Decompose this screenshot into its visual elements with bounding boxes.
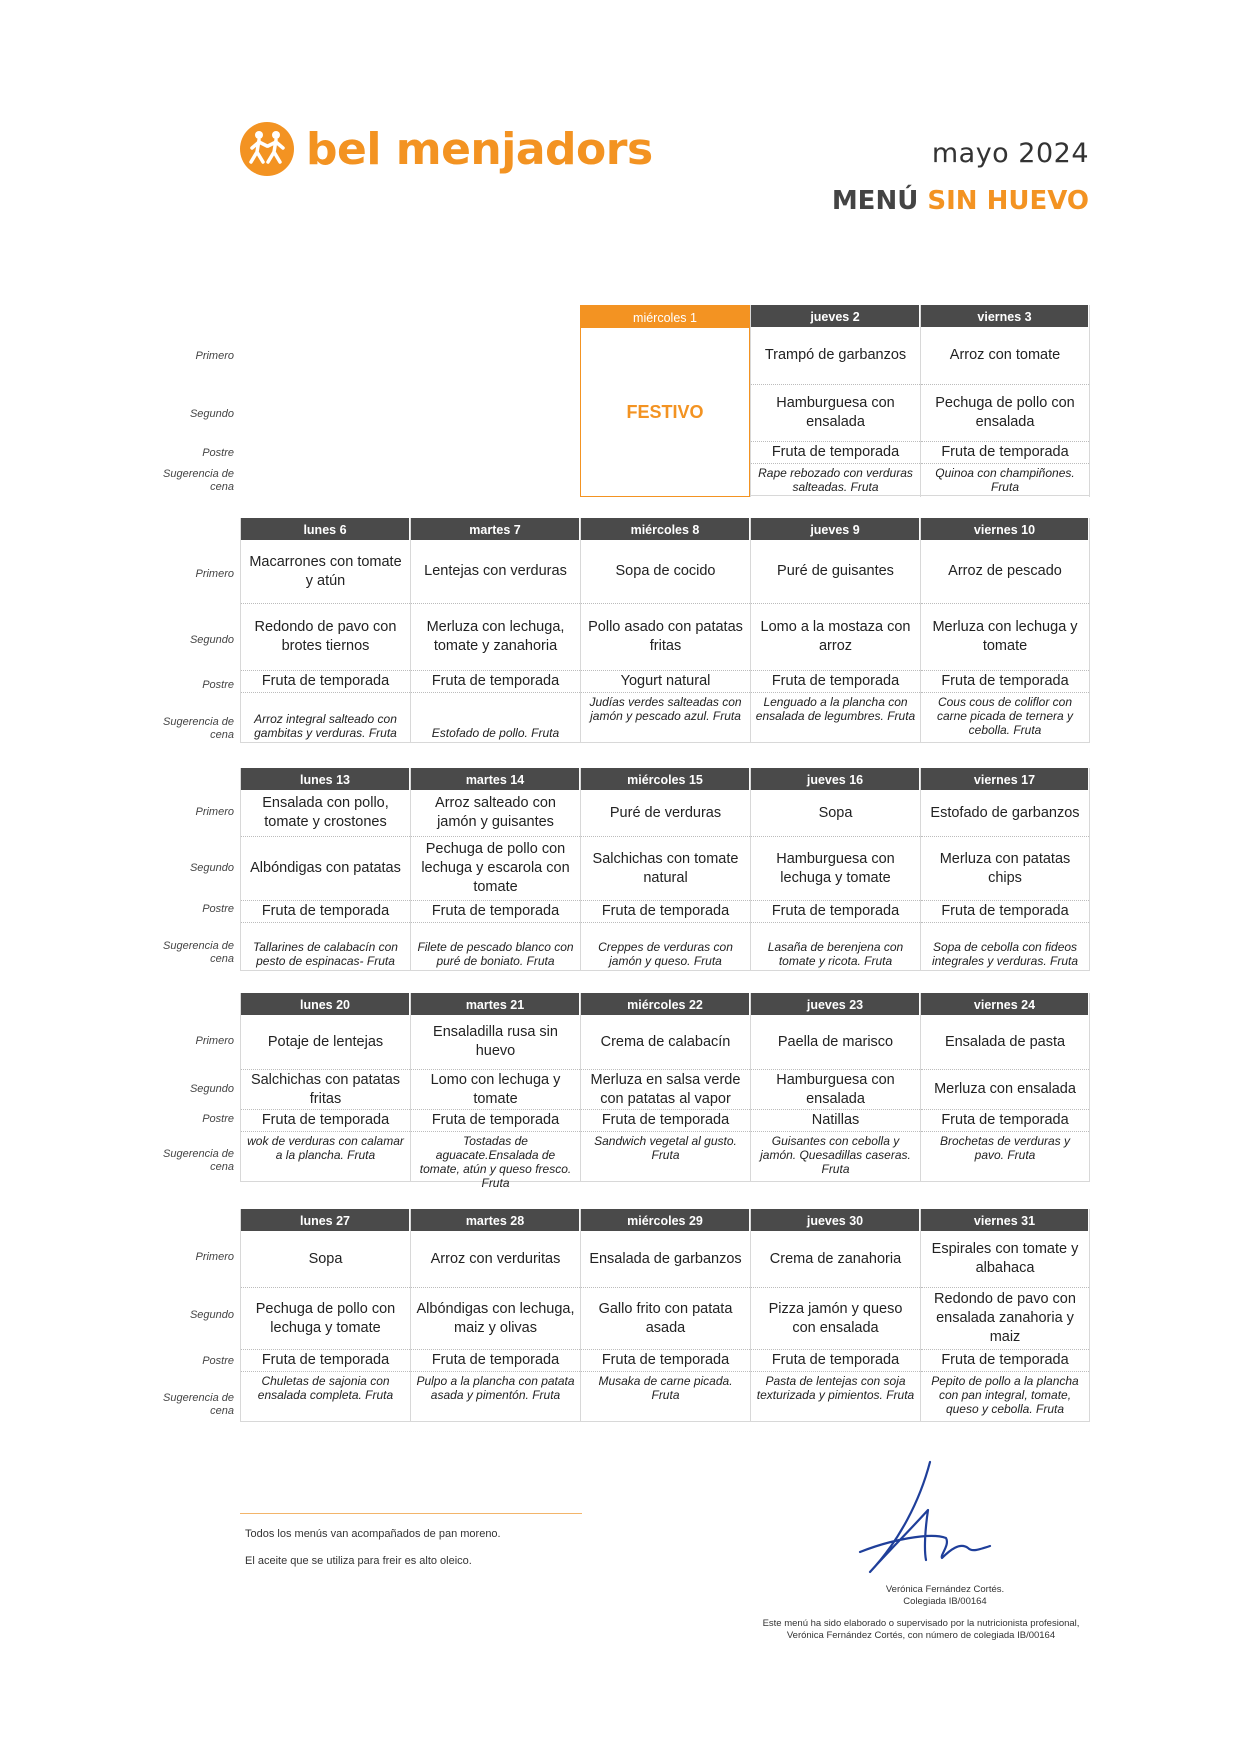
primero-cell: Arroz de pescado bbox=[921, 540, 1089, 604]
day-header: lunes 27 bbox=[241, 1209, 410, 1231]
segundo-cell: Merluza en salsa verde con patatas al vapor bbox=[581, 1070, 750, 1110]
primero-cell: Sopa de cocido bbox=[581, 540, 750, 604]
day-column bbox=[920, 518, 1090, 743]
disclaimer-line-1: Este menú ha sido elaborado o supervisado por la nutricionista profesional, bbox=[762, 1618, 1080, 1629]
label-primero: Primero bbox=[195, 568, 234, 580]
postre-cell: Fruta de temporada bbox=[751, 1350, 920, 1372]
cena-cell: Guisantes con cebolla y jamón. Quesadillas caseras. Fruta bbox=[751, 1132, 920, 1182]
primero-cell: Puré de guisantes bbox=[751, 540, 920, 604]
day-column bbox=[750, 1209, 920, 1422]
postre-cell: Yogurt natural bbox=[581, 671, 750, 693]
postre-cell: Fruta de temporada bbox=[411, 1110, 580, 1132]
segundo-cell: Gallo frito con patata asada bbox=[581, 1288, 750, 1350]
postre-cell: Fruta de temporada bbox=[241, 1110, 410, 1132]
label-segundo: Segundo bbox=[189, 862, 234, 874]
day-column bbox=[240, 1209, 410, 1422]
segundo-cell: Albóndigas con lechuga, maiz y olivas bbox=[411, 1288, 580, 1350]
day-header: martes 28 bbox=[411, 1209, 580, 1231]
primero-cell: Sopa bbox=[751, 790, 920, 837]
primero-cell: Ensalada de garbanzos bbox=[581, 1231, 750, 1288]
day-header: jueves 16 bbox=[751, 768, 920, 790]
menu-prefix: MENÚ bbox=[831, 186, 928, 216]
primero-cell: Estofado de garbanzos bbox=[921, 790, 1089, 837]
day-column bbox=[580, 993, 750, 1182]
primero-cell: Ensalada de pasta bbox=[921, 1015, 1089, 1070]
cena-cell: Chuletas de sajonia con ensalada completa. Fruta bbox=[241, 1372, 410, 1422]
day-header: viernes 24 bbox=[921, 993, 1089, 1015]
day-header: miércoles 29 bbox=[581, 1209, 750, 1231]
segundo-cell: Merluza con ensalada bbox=[921, 1070, 1089, 1110]
cena-cell: Quinoa con champiñones. Fruta bbox=[921, 464, 1089, 496]
footer-note-bread: Todos los menús van acompañados de pan moreno. bbox=[245, 1528, 501, 1540]
primero-cell: Arroz salteado con jamón y guisantes bbox=[411, 790, 580, 837]
postre-cell: Fruta de temporada bbox=[411, 1350, 580, 1372]
segundo-cell: Pechuga de pollo con ensalada bbox=[921, 385, 1089, 442]
cena-cell: Sandwich vegetal al gusto. Fruta bbox=[581, 1132, 750, 1182]
label-sugerencia: Sugerencia de cena bbox=[163, 716, 234, 741]
day-column bbox=[240, 768, 410, 971]
day-header: jueves 2 bbox=[751, 305, 920, 327]
cena-cell: Brochetas de verduras y pavo. Fruta bbox=[921, 1132, 1089, 1182]
day-column bbox=[920, 1209, 1090, 1422]
postre-cell: Fruta de temporada bbox=[751, 901, 920, 923]
primero-cell: Ensaladilla rusa sin huevo bbox=[411, 1015, 580, 1070]
brand-logo bbox=[240, 122, 653, 176]
segundo-cell: Albóndigas con patatas bbox=[241, 837, 410, 901]
day-column bbox=[410, 768, 580, 971]
postre-cell: Fruta de temporada bbox=[921, 901, 1089, 923]
day-column-festivo bbox=[580, 305, 750, 497]
week-4 bbox=[163, 993, 1090, 1190]
primero-cell: Sopa bbox=[241, 1231, 410, 1288]
label-sugerencia: Sugerencia de cena bbox=[163, 468, 234, 493]
postre-cell: Fruta de temporada bbox=[751, 671, 920, 693]
cena-cell: Pulpo a la plancha con patata asada y pimentón. Fruta bbox=[411, 1372, 580, 1422]
postre-cell: Fruta de temporada bbox=[581, 1110, 750, 1132]
day-header: lunes 6 bbox=[241, 518, 410, 540]
signature-name: Verónica Fernández Cortés. bbox=[885, 1584, 1005, 1595]
label-postre: Postre bbox=[202, 447, 234, 459]
cena-cell: Pepito de pollo a la plancha con pan integral, tomate, queso y cebolla. Fruta bbox=[921, 1372, 1089, 1422]
week-2 bbox=[163, 518, 1090, 743]
day-header: jueves 23 bbox=[751, 993, 920, 1015]
cena-cell: Lenguado a la plancha con ensalada de legumbres. Fruta bbox=[751, 693, 920, 743]
postre-cell: Fruta de temporada bbox=[921, 671, 1089, 693]
label-segundo: Segundo bbox=[189, 1309, 234, 1321]
label-sugerencia: Sugerencia de cena bbox=[163, 1148, 234, 1173]
day-column bbox=[920, 993, 1090, 1182]
postre-cell: Fruta de temporada bbox=[921, 1110, 1089, 1132]
footer-divider bbox=[240, 1513, 582, 1514]
day-header: jueves 9 bbox=[751, 518, 920, 540]
cena-cell: Cous cous de coliflor con carne picada de ternera y cebolla. Fruta bbox=[921, 693, 1089, 743]
day-column bbox=[580, 768, 750, 971]
day-column bbox=[410, 993, 580, 1190]
segundo-cell: Lomo a la mostaza con arroz bbox=[751, 604, 920, 671]
postre-cell: Fruta de temporada bbox=[581, 1350, 750, 1372]
cena-cell: Creppes de verduras con jamón y queso. Fruta bbox=[581, 923, 750, 971]
day-header: martes 14 bbox=[411, 768, 580, 790]
primero-cell: Crema de calabacín bbox=[581, 1015, 750, 1070]
label-primero: Primero bbox=[195, 1035, 234, 1047]
segundo-cell: Redondo de pavo con ensalada zanahoria y maiz bbox=[921, 1288, 1089, 1350]
segundo-cell: Merluza con lechuga, tomate y zanahoria bbox=[411, 604, 580, 671]
day-header: lunes 13 bbox=[241, 768, 410, 790]
segundo-cell: Pechuga de pollo con lechuga y tomate bbox=[241, 1288, 410, 1350]
segundo-cell: Lomo con lechuga y tomate bbox=[411, 1070, 580, 1110]
label-primero: Primero bbox=[195, 1251, 234, 1263]
primero-cell: Espirales con tomate y albahaca bbox=[921, 1231, 1089, 1288]
footer-note-oil: El aceite que se utiliza para freir es alto oleico. bbox=[245, 1555, 472, 1567]
cena-cell: Musaka de carne picada. Fruta bbox=[581, 1372, 750, 1422]
day-header: viernes 3 bbox=[921, 305, 1089, 327]
day-header: martes 7 bbox=[411, 518, 580, 540]
label-primero: Primero bbox=[195, 806, 234, 818]
primero-cell: Ensalada con pollo, tomate y crostones bbox=[241, 790, 410, 837]
disclaimer-line-2: Verónica Fernández Cortés, con número de colegiada IB/00164 bbox=[786, 1630, 1056, 1641]
label-postre: Postre bbox=[202, 1113, 234, 1125]
week-3 bbox=[163, 768, 1090, 971]
postre-cell: Fruta de temporada bbox=[411, 671, 580, 693]
day-column bbox=[750, 305, 920, 497]
day-column bbox=[240, 993, 410, 1182]
day-column bbox=[750, 993, 920, 1182]
cena-cell: Judías verdes salteadas con jamón y pescado azul. Fruta bbox=[581, 693, 750, 743]
day-column bbox=[580, 1209, 750, 1422]
label-sugerencia: Sugerencia de cena bbox=[163, 940, 234, 965]
cena-cell: Sopa de cebolla con fideos integrales y verduras. Fruta bbox=[921, 923, 1089, 971]
postre-cell: Fruta de temporada bbox=[921, 442, 1089, 464]
segundo-cell: Pizza jamón y queso con ensalada bbox=[751, 1288, 920, 1350]
primero-cell: Trampó de garbanzos bbox=[751, 327, 920, 385]
cena-cell: Tallarines de calabacín con pesto de espinacas- Fruta bbox=[241, 923, 410, 971]
day-header: viernes 17 bbox=[921, 768, 1089, 790]
postre-cell: Fruta de temporada bbox=[241, 901, 410, 923]
day-column bbox=[240, 518, 410, 743]
day-header: viernes 10 bbox=[921, 518, 1089, 540]
menu-type: SIN HUEVO bbox=[927, 186, 1089, 216]
day-header: martes 21 bbox=[411, 993, 580, 1015]
postre-cell: Fruta de temporada bbox=[581, 901, 750, 923]
day-column bbox=[410, 518, 580, 743]
day-header: lunes 20 bbox=[241, 993, 410, 1015]
day-column bbox=[920, 768, 1090, 971]
signature-image bbox=[850, 1460, 1000, 1585]
primero-cell: Macarrones con tomate y atún bbox=[241, 540, 410, 604]
segundo-cell: Hamburguesa con lechuga y tomate bbox=[751, 837, 920, 901]
postre-cell: Fruta de temporada bbox=[241, 671, 410, 693]
cena-cell: Tostadas de aguacate.Ensalada de tomate, atún y queso fresco. Fruta bbox=[411, 1132, 580, 1182]
label-segundo: Segundo bbox=[189, 408, 234, 420]
day-column bbox=[920, 305, 1090, 497]
day-column bbox=[410, 1209, 580, 1422]
label-postre: Postre bbox=[202, 903, 234, 915]
cena-cell: wok de verduras con calamar a la plancha. Fruta bbox=[241, 1132, 410, 1182]
primero-cell: Potaje de lentejas bbox=[241, 1015, 410, 1070]
day-header: miércoles 15 bbox=[581, 768, 750, 790]
segundo-cell: Redondo de pavo con brotes tiernos bbox=[241, 604, 410, 671]
day-header: viernes 31 bbox=[921, 1209, 1089, 1231]
signature-caption bbox=[840, 1584, 1050, 1608]
cena-cell: Lasaña de berenjena con tomate y ricota. Fruta bbox=[751, 923, 920, 971]
primero-cell: Puré de verduras bbox=[581, 790, 750, 837]
segundo-cell: Pollo asado con patatas fritas bbox=[581, 604, 750, 671]
primero-cell: Crema de zanahoria bbox=[751, 1231, 920, 1288]
label-postre: Postre bbox=[202, 1355, 234, 1367]
cena-cell: Pasta de lentejas con soja texturizada y pimientos. Fruta bbox=[751, 1372, 920, 1422]
postre-cell: Natillas bbox=[751, 1110, 920, 1132]
segundo-cell: Merluza con patatas chips bbox=[921, 837, 1089, 901]
label-primero: Primero bbox=[195, 350, 234, 362]
postre-cell: Fruta de temporada bbox=[241, 1350, 410, 1372]
primero-cell: Lentejas con verduras bbox=[411, 540, 580, 604]
day-column bbox=[750, 768, 920, 971]
postre-cell: Fruta de temporada bbox=[921, 1350, 1089, 1372]
running-kids-icon bbox=[240, 122, 294, 176]
day-header: miércoles 22 bbox=[581, 993, 750, 1015]
festivo-label: FESTIVO bbox=[626, 401, 704, 422]
week-5 bbox=[163, 1209, 1090, 1422]
day-header: jueves 30 bbox=[751, 1209, 920, 1231]
primero-cell: Arroz con tomate bbox=[921, 327, 1089, 385]
cena-cell: Estofado de pollo. Fruta bbox=[411, 693, 580, 743]
segundo-cell: Pechuga de pollo con lechuga y escarola con tomate bbox=[411, 837, 580, 901]
day-header: miércoles 1 bbox=[581, 306, 749, 328]
postre-cell: Fruta de temporada bbox=[411, 901, 580, 923]
nutritionist-disclaimer bbox=[748, 1618, 1094, 1642]
cena-cell: Rape rebozado con verduras salteadas. Fruta bbox=[751, 464, 920, 496]
segundo-cell: Merluza con lechuga y tomate bbox=[921, 604, 1089, 671]
primero-cell: Paella de marisco bbox=[751, 1015, 920, 1070]
month-year: mayo 2024 bbox=[931, 138, 1089, 169]
segundo-cell: Salchichas con patatas fritas bbox=[241, 1070, 410, 1110]
menu-title bbox=[832, 186, 1089, 216]
segundo-cell: Hamburguesa con ensalada bbox=[751, 1070, 920, 1110]
postre-cell: Fruta de temporada bbox=[751, 442, 920, 464]
label-sugerencia: Sugerencia de cena bbox=[163, 1392, 234, 1417]
label-postre: Postre bbox=[202, 679, 234, 691]
label-segundo: Segundo bbox=[189, 634, 234, 646]
day-column bbox=[750, 518, 920, 743]
label-segundo: Segundo bbox=[189, 1083, 234, 1095]
cena-cell: Arroz integral salteado con gambitas y verduras. Fruta bbox=[241, 693, 410, 743]
day-column bbox=[580, 518, 750, 743]
segundo-cell: Hamburguesa con ensalada bbox=[751, 385, 920, 442]
cena-cell: Filete de pescado blanco con puré de boniato. Fruta bbox=[411, 923, 580, 971]
signature-registration: Colegiada IB/00164 bbox=[903, 1596, 987, 1607]
segundo-cell: Salchichas con tomate natural bbox=[581, 837, 750, 901]
day-header: miércoles 8 bbox=[581, 518, 750, 540]
week-1 bbox=[163, 305, 1090, 497]
brand-name: bel menjadors bbox=[306, 123, 653, 175]
primero-cell: Arroz con verduritas bbox=[411, 1231, 580, 1288]
